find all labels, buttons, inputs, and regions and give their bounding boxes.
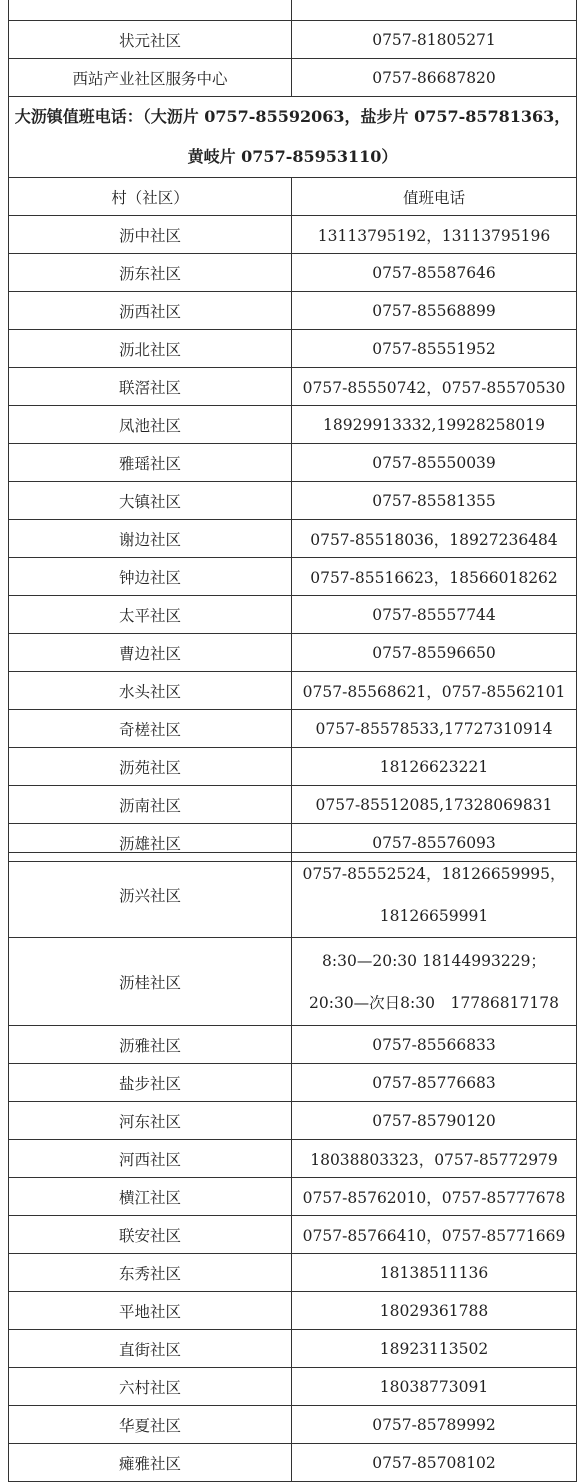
village-name-cell: 大镇社区 xyxy=(9,482,292,520)
table-row xyxy=(9,1330,577,1368)
village-name-cell: 沥东社区 xyxy=(9,254,292,292)
duty-phone-cell: 18029361788 xyxy=(292,1292,577,1330)
village-name-cell: 瘫雅社区 xyxy=(9,1444,292,1482)
duty-phone-cell: 0757-85762010，0757-85777678 xyxy=(292,1178,577,1216)
table-row xyxy=(9,178,577,216)
village-name-cell: 沥苑社区 xyxy=(9,748,292,786)
village-name-cell: 沥西社区 xyxy=(9,292,292,330)
table-row xyxy=(9,21,577,59)
table-row xyxy=(9,254,577,292)
phone-line: 0757-85552524，18126659995， xyxy=(302,865,566,883)
duty-phone-cell: 0757-85708102 xyxy=(292,1444,577,1482)
table-row xyxy=(9,938,577,1026)
duty-phone-cell: 0757-85578533,17727310914 xyxy=(292,710,577,748)
table-row xyxy=(9,1102,577,1140)
duty-phone-cell: 0757-85516623，18566018262 xyxy=(292,558,577,596)
table-row xyxy=(9,59,577,97)
table-row xyxy=(9,368,577,406)
phone-line: 18126659991 xyxy=(379,907,489,925)
table-row xyxy=(9,748,577,786)
village-name-cell: 河西社区 xyxy=(9,1140,292,1178)
table-row xyxy=(9,786,577,824)
duty-phone-cell: 0757-85566833 xyxy=(292,1026,577,1064)
duty-phone-cell: 18126623221 xyxy=(292,748,577,786)
duty-phone-cell: 18038803323，0757-85772979 xyxy=(292,1140,577,1178)
village-name-cell: 钟边社区 xyxy=(9,558,292,596)
column-header-phone: 值班电话 xyxy=(292,178,577,216)
table-row xyxy=(9,1292,577,1330)
table-row xyxy=(9,406,577,444)
table-row xyxy=(9,216,577,254)
village-name-cell: 太平社区 xyxy=(9,596,292,634)
duty-phone-cell: 0757-85568621，0757-85562101 xyxy=(292,672,577,710)
duty-phone-cell: 0757-85576093 xyxy=(292,824,577,862)
village-name-cell: 东秀社区 xyxy=(9,1254,292,1292)
village-name-cell: 水头社区 xyxy=(9,672,292,710)
table-row xyxy=(9,482,577,520)
table-row xyxy=(9,1064,577,1102)
table-row xyxy=(9,1254,577,1292)
duty-phone-cell: 13113795192，13113795196 xyxy=(292,216,577,254)
duty-phone-cell: 0757-86687820 xyxy=(292,59,577,97)
table-row xyxy=(9,1444,577,1482)
village-name-cell: 沥北社区 xyxy=(9,330,292,368)
table-row xyxy=(9,97,577,178)
village-name-cell: 沥兴社区 xyxy=(9,853,292,938)
table-row xyxy=(9,558,577,596)
duty-phone-cell: 0757-85587646 xyxy=(292,254,577,292)
duty-phone-cell: 0757-85550039 xyxy=(292,444,577,482)
section-header xyxy=(9,97,577,178)
table-row xyxy=(9,596,577,634)
duty-phone-cell: 18138511136 xyxy=(292,1254,577,1292)
duty-phone-cell: 0757-81805271 xyxy=(292,21,577,59)
duty-phone-cell: 18038773091 xyxy=(292,1368,577,1406)
village-name-cell: 沥雄社区 xyxy=(9,824,292,862)
village-name-cell: 奇槎社区 xyxy=(9,710,292,748)
phone-line: 8:30—20:30 18144993229； xyxy=(322,951,546,970)
table-row xyxy=(9,520,577,558)
table-row xyxy=(9,634,577,672)
village-name-cell: 西站产业社区服务中心 xyxy=(9,59,292,97)
village-name-cell: 沥雅社区 xyxy=(9,1026,292,1064)
village-name-cell: 沥中社区 xyxy=(9,216,292,254)
duty-phone-cell: 0757-85766410，0757-85771669 xyxy=(292,1216,577,1254)
village-name-cell: 联滘社区 xyxy=(9,368,292,406)
duty-phone-cell: 18923113502 xyxy=(292,1330,577,1368)
duty-phone-cell: 0757-85581355 xyxy=(292,482,577,520)
table-row xyxy=(9,672,577,710)
duty-phone-cell: 18929913332,19928258019 xyxy=(292,406,577,444)
village-name-cell: 联安社区 xyxy=(9,1216,292,1254)
table-row xyxy=(9,710,577,748)
village-name-cell: 横江社区 xyxy=(9,1178,292,1216)
village-name-cell: 河东社区 xyxy=(9,1102,292,1140)
duty-phone-cell: 0757-85551952 xyxy=(292,330,577,368)
village-name-cell: 直街社区 xyxy=(9,1330,292,1368)
duty-phone-cell: 0757-85512085,17328069831 xyxy=(292,786,577,824)
village-name-cell: 盐步社区 xyxy=(9,1064,292,1102)
table-row xyxy=(9,1178,577,1216)
village-name-cell: 平地社区 xyxy=(9,1292,292,1330)
village-name-cell: 曹边社区 xyxy=(9,634,292,672)
duty-phone-cell: 0757-85789992 xyxy=(292,1406,577,1444)
village-name-cell: 六村社区 xyxy=(9,1368,292,1406)
section-header-line2: 黄岐片 0757-85953110） xyxy=(187,147,398,166)
table-row xyxy=(9,1216,577,1254)
phone-line: 20:30—次日8:30 17786817178 xyxy=(309,993,559,1012)
table-row xyxy=(9,444,577,482)
section-header-line1: 大沥镇值班电话：（大沥片 0757-85592063，盐步片 0757-85781363， xyxy=(14,107,571,126)
village-name-cell: 华夏社区 xyxy=(9,1406,292,1444)
village-name-cell: 凤池社区 xyxy=(9,406,292,444)
table-row xyxy=(9,1140,577,1178)
duty-phone-cell xyxy=(292,938,577,1026)
duty-phone-cell xyxy=(292,853,577,938)
table-row xyxy=(9,1406,577,1444)
duty-phone-cell: 0757-85550742，0757-85570530 xyxy=(292,368,577,406)
table-row xyxy=(9,0,577,21)
village-name-cell: 沥南社区 xyxy=(9,786,292,824)
village-name-cell: 谢边社区 xyxy=(9,520,292,558)
column-header-village: 村（社区） xyxy=(9,178,292,216)
duty-phone-table-top xyxy=(8,0,577,862)
duty-phone-cell: 0757-85557744 xyxy=(292,596,577,634)
duty-phone-cell: 0757-85776683 xyxy=(292,1064,577,1102)
duty-phone-cell: 0757-85568899 xyxy=(292,292,577,330)
village-name-cell: 状元社区 xyxy=(9,21,292,59)
duty-phone-cell: 0757-85790120 xyxy=(292,1102,577,1140)
duty-phone-cell: 0757-85596650 xyxy=(292,634,577,672)
duty-phone-cell: 0757-85518036，18927236484 xyxy=(292,520,577,558)
village-name-cell: 沥桂社区 xyxy=(9,938,292,1026)
village-name-cell: 雅瑶社区 xyxy=(9,444,292,482)
table-row xyxy=(9,853,577,938)
table-row xyxy=(9,292,577,330)
table-top-body xyxy=(9,0,577,862)
duty-phone-table-bottom xyxy=(8,852,577,1482)
table-bottom-body xyxy=(9,853,577,1482)
table-row xyxy=(9,1368,577,1406)
table-row xyxy=(9,330,577,368)
table-row xyxy=(9,1026,577,1064)
